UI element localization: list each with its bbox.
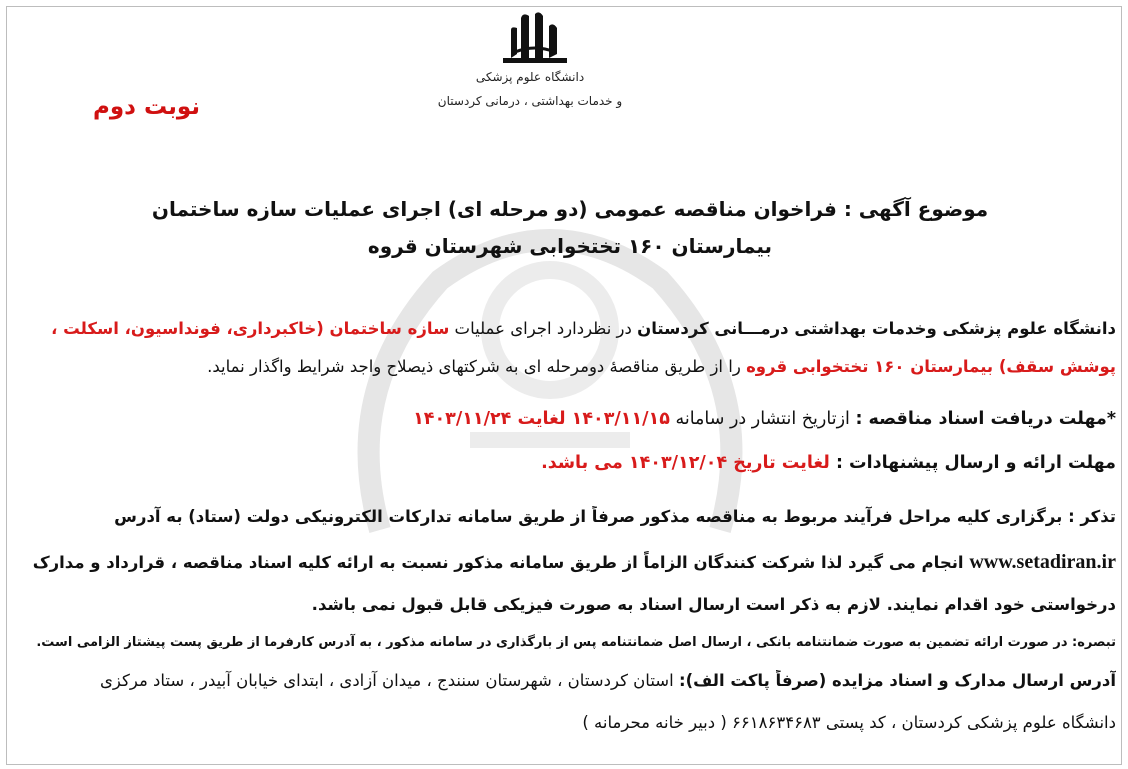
intro-project-2: پوشش سقف) بیمارستان ۱۶۰ تختخوابی قروه [746, 357, 1116, 376]
address-line-1 [26, 670, 1116, 692]
setad-url: www.setadiran.ir [969, 551, 1116, 573]
notice-line-3: درخواستی خود اقدام نمایند. لازم به ذکر است ارسال اسناد به صورت فیزیکی قابل قبول نمی باشد. [311, 595, 1116, 614]
intro-line-1 [26, 318, 1116, 340]
deadline-submit-label: مهلت ارائه و ارسال پیشنهادات : [835, 453, 1116, 473]
notice-title-line-1: موضوع آگهی : فراخوان مناقصه عمومی (دو مرحله ای) اجرای عملیات سازه ساختمان [151, 197, 989, 221]
university-logo-icon [495, 8, 575, 68]
notice-line-1: تذکر : برگزاری کلیه مراحل فرآیند مربوط به مناقصه مذکور صرفاً از طریق سامانه تدارکات الکترونیکی دولت (ستاد) به آدرس [114, 507, 1116, 526]
deadline-submit [26, 452, 1116, 474]
deadline-receive-label: *مهلت دریافت اسناد مناقصه : [855, 409, 1116, 429]
intro-text-1: در نظردارد اجرای عملیات [449, 319, 638, 338]
intro-project-1: سازه ساختمان (خاکبرداری، فونداسیون، اسکلت ، [51, 319, 450, 338]
intro-text-2: را از طریق مناقصهٔ دومرحله ای به شرکتهای ذیصلاح واجد شرایط واگذار نماید. [207, 357, 747, 376]
notice-line-2 [26, 551, 1116, 574]
university-subtitle: و خدمات بهداشتی ، درمانی کردستان [437, 94, 623, 108]
round-label: نوبت دوم [92, 94, 200, 120]
address-label: آدرس ارسال مدارک و اسناد مزایده (صرفاً پاکت الف): [678, 671, 1116, 690]
note-small: تبصره: در صورت ارائه تضمین به صورت ضمانتنامه بانکی ، ارسال اصل ضمانتنامه پس از بارگذاری در سامانه مذکور ، به آدرس کارفرما از طریق پست پیشتاز الزامی است. [36, 635, 1116, 650]
university-name: دانشگاه علوم پزشکی [475, 70, 585, 84]
deadline-submit-dates: لغایت تاریخ ۱۴۰۳/۱۲/۰۴ می باشد. [541, 453, 836, 473]
deadline-receive-dates: ۱۴۰۳/۱۱/۱۵ لغایت ۱۴۰۳/۱۱/۲۴ [413, 409, 670, 429]
intro-line-2 [26, 356, 1116, 378]
intro-university: دانشگاه علوم پزشکی وخدمات بهداشتی درمـــانی کردستان [637, 319, 1116, 338]
deadline-receive-text: ازتاریخ انتشار در سامانه [669, 409, 856, 429]
address-text-1: استان کردستان ، شهرستان سنندج ، میدان آزادی ، ابتدای خیابان آبیدر ، ستاد مرکزی [100, 671, 679, 690]
deadline-receive [26, 408, 1116, 430]
notice-line-2-text: انجام می گیرد لذا شرکت کنندگان الزاماً از طریق سامانه مذکور نسبت به ارائه کلیه اسناد مناقصه ، قرارداد و مدارک [32, 553, 970, 572]
notice-title-line-2: بیمارستان ۱۶۰ تختخوابی شهرستان قروه [367, 234, 773, 258]
address-line-2: دانشگاه علوم پزشکی کردستان ، کد پستی ۶۶۱۸۶۳۴۶۸۳ ( دبیر خانه محرمانه ) [582, 713, 1116, 732]
